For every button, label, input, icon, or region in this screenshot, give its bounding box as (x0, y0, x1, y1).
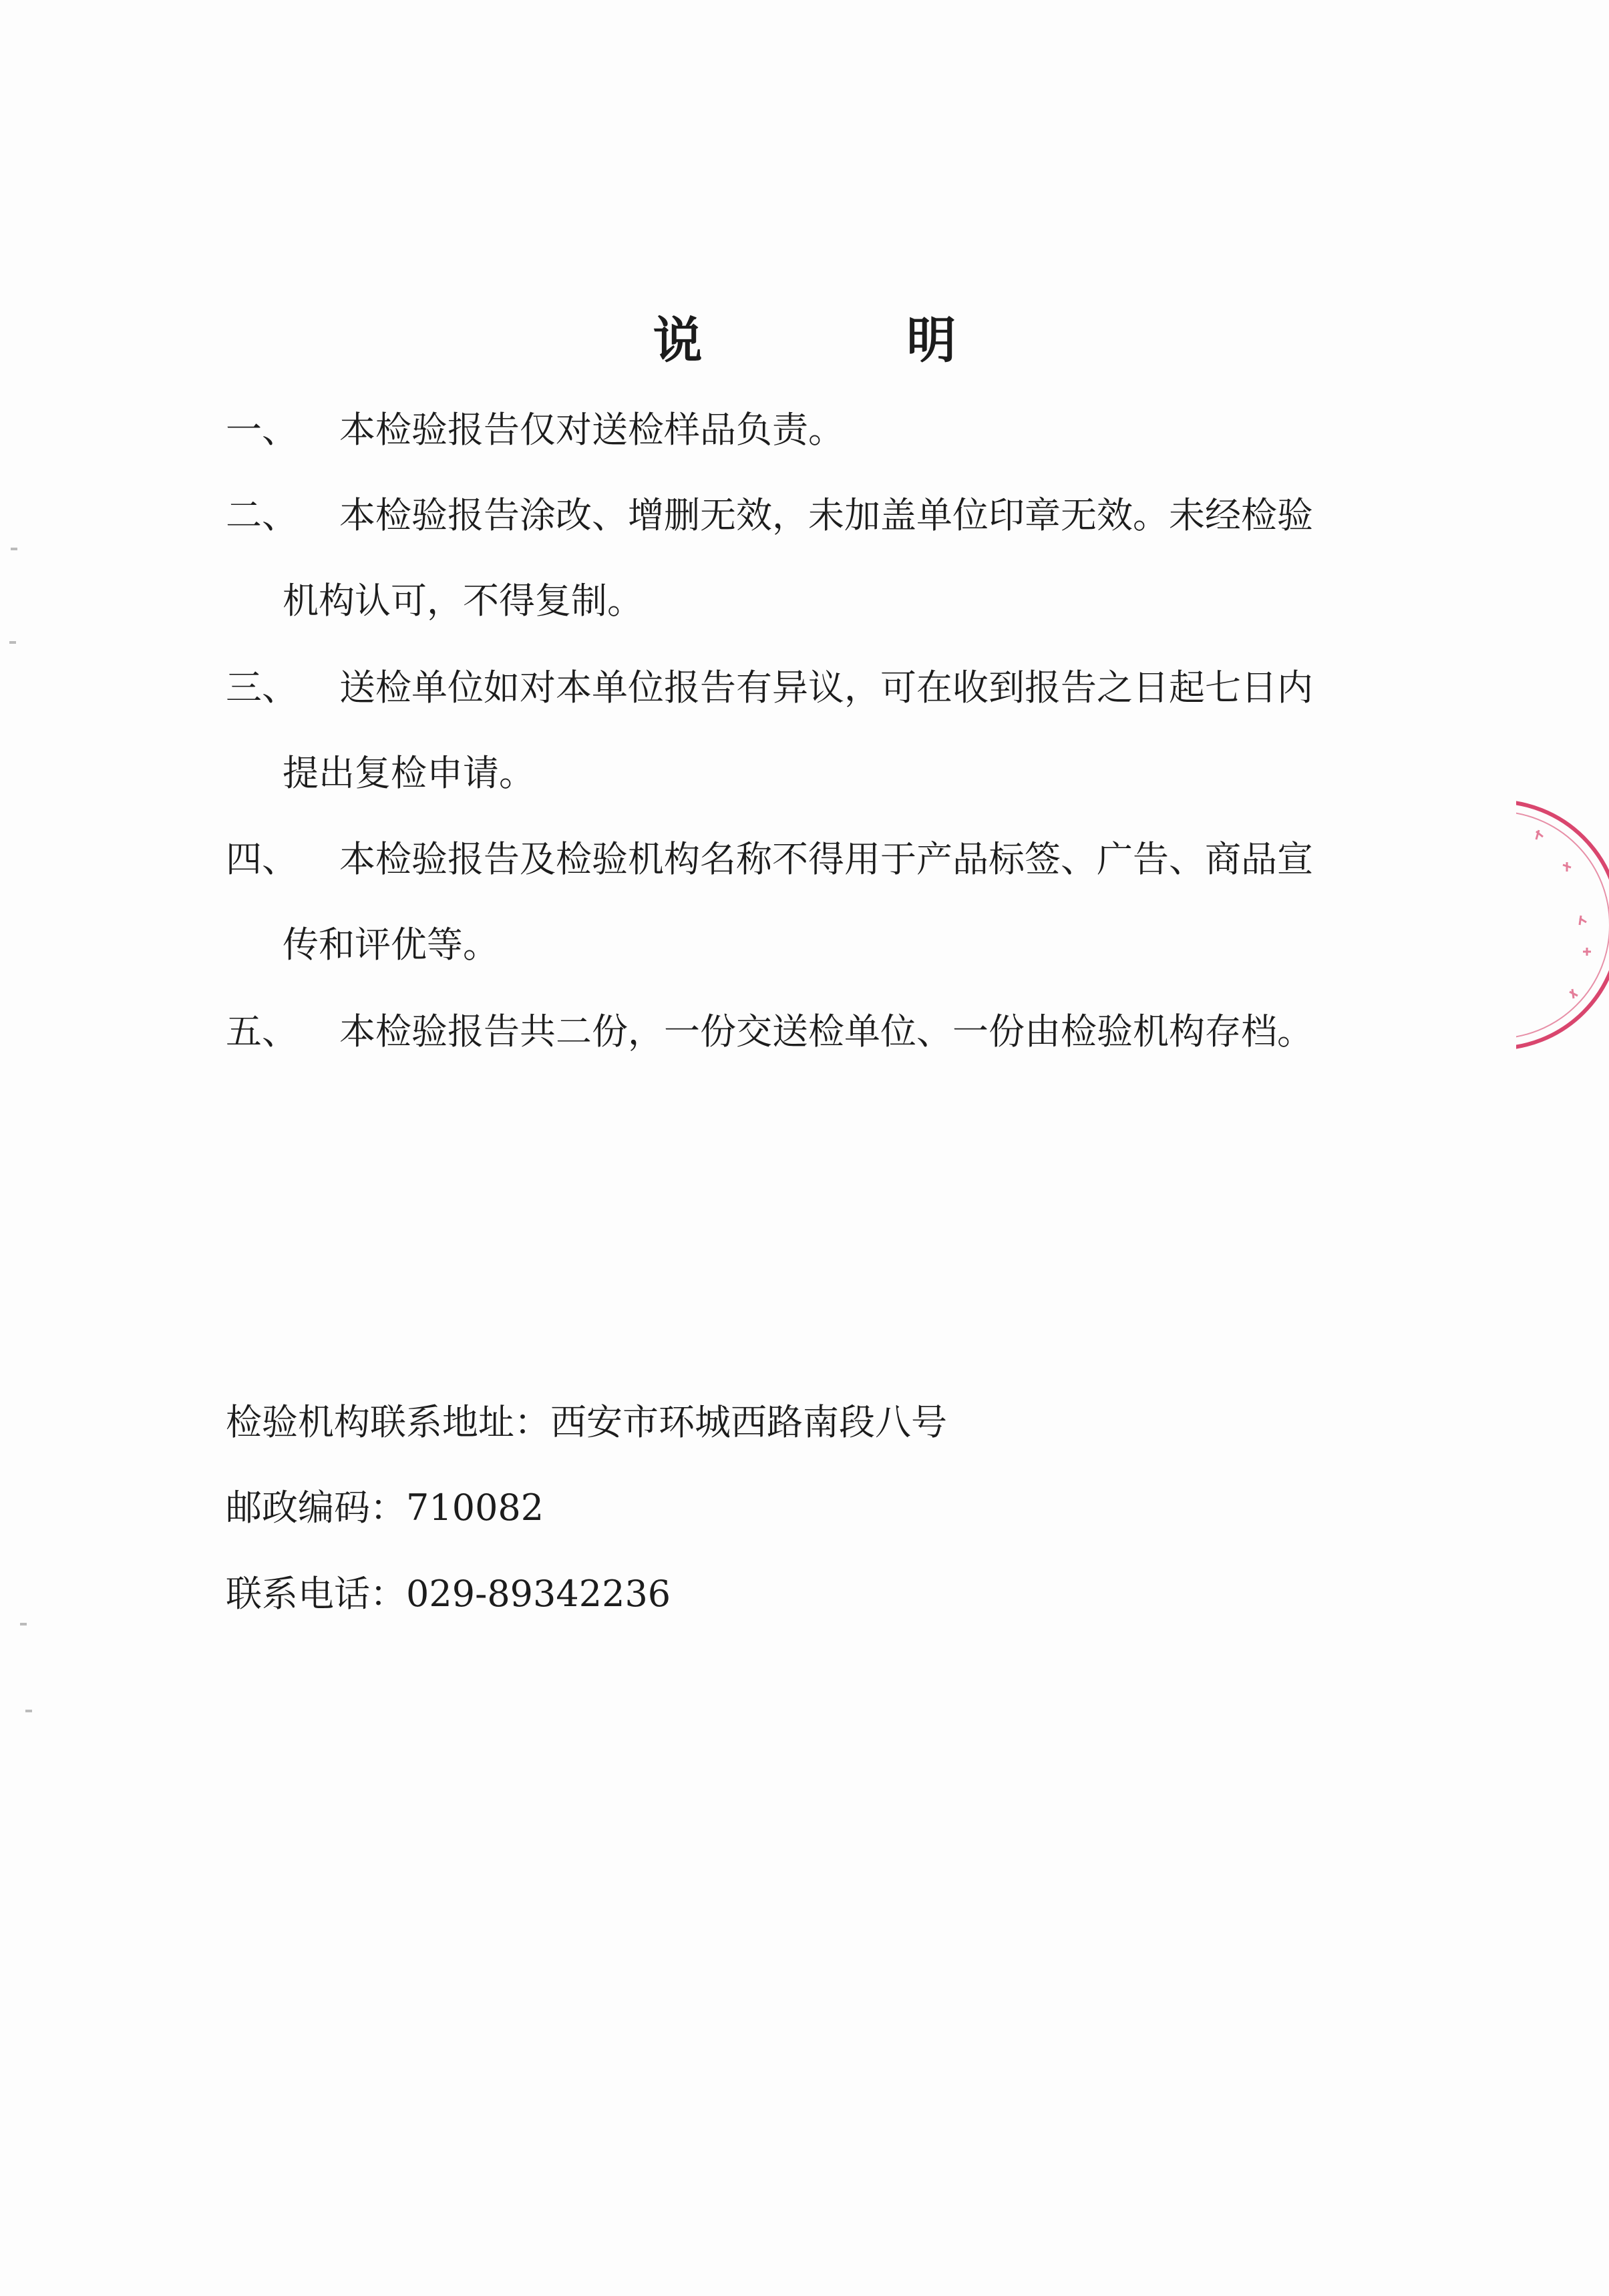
document-title: 说 明 (653, 312, 1050, 369)
clause-2 (226, 496, 1388, 621)
scan-speck (9, 641, 16, 644)
address-label: 检验机构联系地址： (226, 1401, 550, 1443)
contact-phone (226, 1574, 671, 1614)
clause-number: 三、 (226, 666, 298, 709)
clause-number: 五、 (226, 1010, 298, 1053)
postal-label: 邮政编码： (226, 1487, 406, 1529)
clause-1 (226, 410, 1388, 450)
phone-value: 029-89342236 (406, 1573, 671, 1615)
clause-text-continued: 机构认可，不得复制。 (283, 580, 643, 622)
clause-text-continued: 提出复检申请。 (283, 752, 535, 794)
clause-text-continued: 传和评优等。 (283, 924, 499, 966)
scan-speck (11, 548, 17, 550)
scan-speck (20, 1623, 27, 1625)
clause-5 (226, 1012, 1388, 1052)
address-value: 西安市环城西路南段八号 (550, 1401, 947, 1443)
phone-label: 联系电话： (226, 1573, 406, 1615)
clause-text: 本检验报告及检验机构名称不得用于产品标签、广告、商品宣 (339, 838, 1313, 880)
official-seal-icon (1516, 791, 1609, 1059)
scan-speck (25, 1710, 32, 1712)
clause-number: 四、 (226, 838, 298, 880)
contact-postal-code (226, 1488, 544, 1528)
clause-text: 本检验报告共二份，一份交送检单位、一份由检验机构存档。 (339, 1010, 1313, 1053)
clause-number: 一、 (226, 409, 298, 451)
postal-value: 710082 (406, 1487, 544, 1529)
clause-text: 本检验报告涂改、增删无效，未加盖单位印章无效。未经检验 (339, 494, 1313, 536)
clause-3 (226, 668, 1388, 793)
clause-text: 送检单位如对本单位报告有异议，可在收到报告之日起七日内 (339, 666, 1313, 709)
clause-number: 二、 (226, 494, 298, 536)
contact-address (226, 1402, 947, 1443)
clause-4 (226, 839, 1388, 965)
clause-text: 本检验报告仅对送检样品负责。 (339, 409, 844, 451)
